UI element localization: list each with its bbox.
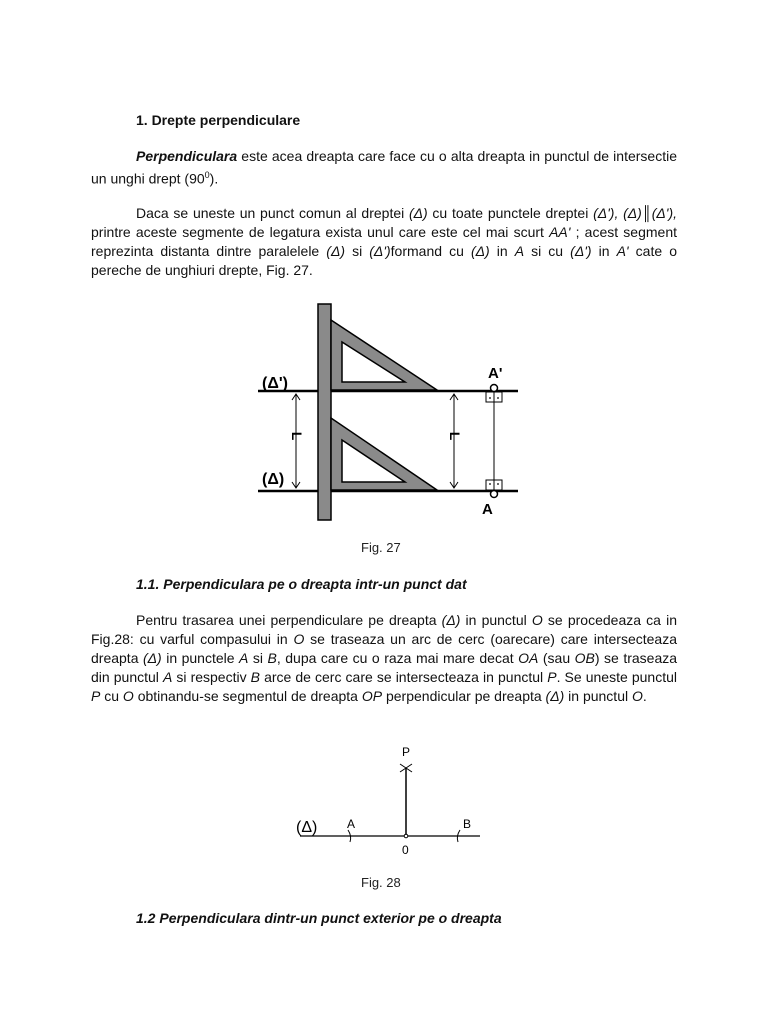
- label-o-28: 0: [402, 843, 409, 857]
- label-b-28: B: [463, 817, 472, 831]
- term-perpendiculara: Perpendiculara: [136, 148, 238, 164]
- label-a-prime: A': [488, 365, 503, 382]
- figure-27: [250, 298, 530, 528]
- fig28-caption: Fig. 28: [361, 875, 401, 890]
- label-delta-prime: (Δ'): [262, 375, 288, 392]
- label-a-28: A: [347, 817, 356, 831]
- label-l-left: L: [289, 431, 305, 441]
- figure-28: [290, 740, 490, 860]
- label-delta-28: (Δ): [296, 819, 318, 836]
- section-heading-1-2: 1.2 Perpendiculara dintr-un punct exterior pe o dreapta: [136, 910, 502, 926]
- label-a: A: [482, 501, 493, 518]
- definition-paragraph: Perpendiculara este acea dreapta care face cu o alta dreapta in punctul de intersectie un unghi drept $(90^0)$.: [91, 148, 677, 187]
- parallel-paragraph: Daca se uneste un punct comun al dreptei (Δ) cu toate punctele dreptei (Δ'), (Δ)║(Δ'), printre aceste segmente de legatura exista unul care este cel mai scurt AA' ; acest segment reprezinta distanta dintre paralelele (Δ) si (Δ')formand cu (Δ) in A si cu (Δ') in A' cate o pereche de unghiuri drepte, Fig. 27.: [91, 205, 678, 278]
- section-heading-1: 1. Drepte perpendiculare: [136, 112, 301, 128]
- label-l-right: L: [447, 431, 463, 441]
- construction-paragraph: Pentru trasarea unei perpendiculare pe dreapta (Δ) in punctul O se procedeaza ca in Fig.28: cu varful compasului in O se traseaza un arc de cerc (oarecare) care intersecteaza dreapta (Δ) in punctele A si B, dupa care cu o raza mai mare decat OA (sau OB) se traseaza din punctul A si respectiv B arce de cerc care se intersecteaza in punctul P. Se uneste punctul P cu O obtinandu-se segmentul de dreapta OP perpendicular pe dreapta (Δ) in punctul O.: [91, 612, 678, 704]
- label-p: P: [402, 745, 411, 759]
- label-delta: (Δ): [262, 471, 285, 488]
- ruler: [318, 304, 331, 520]
- fig27-caption: Fig. 27: [361, 540, 401, 555]
- section-heading-1-1: 1.1. Perpendiculara pe o dreapta intr-un punct dat: [136, 576, 467, 592]
